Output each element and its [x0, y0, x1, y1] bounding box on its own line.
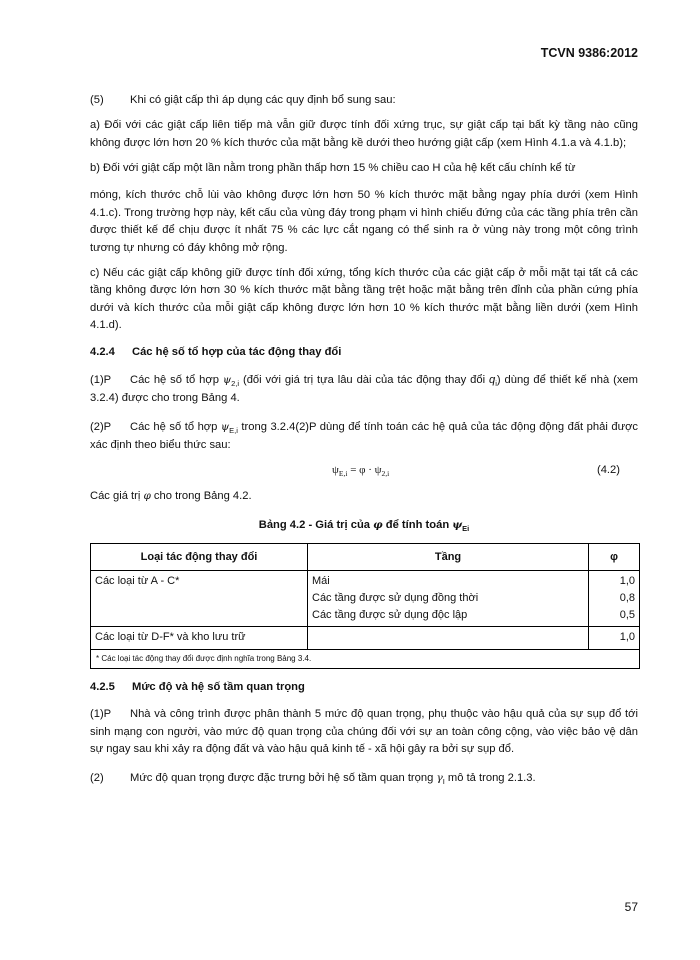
table-cell: [308, 627, 589, 649]
formula-expression: [332, 462, 389, 480]
table-cell: [308, 571, 589, 627]
formula-4-2: [90, 462, 638, 482]
column-header: Tầng: [308, 544, 589, 571]
section-number: 4.2.4: [90, 346, 115, 359]
text-run: Các hệ số tổ hợp: [130, 373, 223, 386]
paragraph-1p: [90, 372, 638, 407]
section-heading-4-2-4: [90, 344, 638, 361]
item-number: (1)P: [90, 708, 112, 721]
text-run: (đối với giá trị tựa lâu dài của tác động thay đổi: [239, 373, 489, 386]
text-run: để tính toán: [382, 519, 453, 532]
paragraph-4-2-5-2: [90, 770, 638, 788]
column-header: Loại tác động thay đổi: [91, 544, 308, 571]
subscript: Ei: [462, 524, 470, 534]
text-run: Bảng 4.2 - Giá trị của: [258, 519, 374, 532]
document-body: [90, 92, 638, 796]
column-header: φ: [589, 544, 640, 571]
phi-value: 0,5: [619, 609, 635, 622]
section-title: Các hệ số tổ hợp của tác động thay đổi: [132, 346, 342, 359]
phi-symbol: φ: [143, 490, 151, 503]
psi-symbol: ψ: [220, 420, 230, 433]
section-heading-4-2-5: [90, 679, 638, 696]
table-row: [91, 627, 640, 649]
paragraph-4-2-5-1p: [90, 706, 638, 758]
paragraph-b-first-line: b) Đối với giật cấp một lần nằm trong phần thấp hơn 15 % chiều cao H của hệ kết cấu chính kể từ: [90, 162, 576, 175]
subscript: 2,i: [231, 378, 240, 388]
floor-label: Mái: [312, 575, 330, 588]
paragraph-text: Nhà và công trình được phân thành 5 mức độ quan trọng, phụ thuộc vào hậu quả của sự sụp đổ tới sinh mạng con người, vào mức độ quan trọng của chúng đối với sự an toàn công cộng, vào việc bảo vệ dân sự ngay sau khi xảy ra động đất và vào hậu quả kinh tế - xã hội gây ra bởi sự sụp đổ.: [90, 708, 638, 755]
floor-label: Các tầng được sử dụng độc lập: [312, 609, 468, 622]
table-caption: [90, 517, 638, 535]
paragraph-phi-values: [90, 488, 638, 505]
page-header: TCVN 9386:2012: [540, 46, 638, 60]
paragraph-c: c) Nếu các giật cấp không giữ được tính đối xứng, tổng kích thước của các giật cấp ở mỗi mặt tại tất cả các tầng không được lớn hơn 30 % kích thước mặt bằng tầng trệt hoặc mặt bằng trên đỉnh của phần cứng phía dưới và kích thước của mỗi giật cấp không được lớn hơn 10 % kích thước mặt bằng liền dưới (xem Hình 4.1.d).: [90, 266, 638, 331]
item-number: (5): [90, 94, 104, 106]
paragraph-text: Khi có giật cấp thì áp dụng các quy định bổ sung sau:: [130, 94, 396, 106]
item-number: (1)P: [90, 373, 112, 386]
page-number: 57: [624, 900, 638, 914]
paragraph-2p: [90, 419, 638, 454]
text-run: ) dùng để thiết kế nhà (xem 3.2.4) được cho trong Bảng 4.: [90, 373, 638, 404]
q-symbol: q: [488, 373, 496, 386]
formula-number: (4.2): [596, 464, 620, 477]
text-run: Mức độ quan trọng được đặc trưng bởi hệ số tầm quan trọng: [130, 772, 437, 785]
section-title: Mức độ và hệ số tầm quan trọng: [132, 680, 305, 693]
text-run: Các hệ số tổ hợp: [130, 420, 221, 433]
paragraph-b-continued: móng, kích thước chỗ lùi vào không được lớn hơn 50 % kích thước mặt bằng ngay phía dưới (xem Hình 4.1.c). Trong trường hợp này, kết cấu của vùng đáy trong phạm vi hình chiếu đứng của các tầng phía trên cần được thiết kế để chịu được ít nhất 75 % các lực cắt ngang có thể sinh ra ở vùng này trong một công trình tương tự nhưng có đáy không mở rộng.: [90, 189, 638, 254]
subscript: E,i: [338, 469, 348, 479]
text-run: trong 3.2.4(2)P dùng để tính toán các hệ quả của tác động động đất phải được xác định theo biểu thức sau:: [90, 420, 638, 451]
table-footnote: * Các loại tác động thay đổi được định nghĩa trong Bảng 3.4.: [91, 649, 640, 668]
section-number: 4.2.5: [90, 680, 115, 693]
text-run: cho trong Bảng 4.2.: [150, 490, 252, 503]
floor-label: Các tầng được sử dụng đồng thời: [312, 592, 479, 605]
table-footnote-row: [91, 649, 640, 668]
text-run: Các giá trị: [90, 490, 144, 503]
gamma-symbol: γ: [436, 772, 443, 785]
subscript: i: [495, 378, 497, 388]
phi-value: 0,8: [619, 592, 635, 605]
table-cell: Các loại từ A - C*: [91, 571, 308, 627]
text-run: mô tả trong 2.1.3.: [444, 772, 536, 785]
phi-value: 1,0: [589, 627, 640, 649]
formula-operator: = φ · ψ: [347, 464, 382, 477]
table-row: [91, 571, 640, 627]
psi-symbol: ψ: [222, 373, 232, 386]
psi-symbol: ψ: [452, 519, 463, 532]
paragraph-5: [90, 92, 638, 109]
item-number: (2)P: [90, 420, 112, 433]
psi-symbol: ψ: [332, 464, 339, 477]
table-header-row: [91, 544, 640, 571]
subscript: I: [442, 777, 445, 787]
table-4-2: [90, 543, 640, 669]
table-cell: Các loại từ D-F* và kho lưu trữ: [91, 627, 308, 649]
item-number: (2): [90, 772, 104, 785]
table-cell: [589, 571, 640, 627]
phi-value: 1,0: [619, 575, 635, 588]
phi-symbol: φ: [373, 519, 383, 532]
paragraph-a: a) Đối với các giật cấp liên tiếp mà vẫn giữ được tính đối xứng trục, sự giật cấp tại bất kỳ tầng nào cũng không được lớn hơn 20 % kích thước của mặt bằng kề dưới theo hướng giật cấp (xem Hình 4.1.a và 4.1.b);: [90, 119, 638, 149]
subscript: 2,i: [381, 469, 390, 479]
subscript: E,i: [229, 426, 238, 436]
